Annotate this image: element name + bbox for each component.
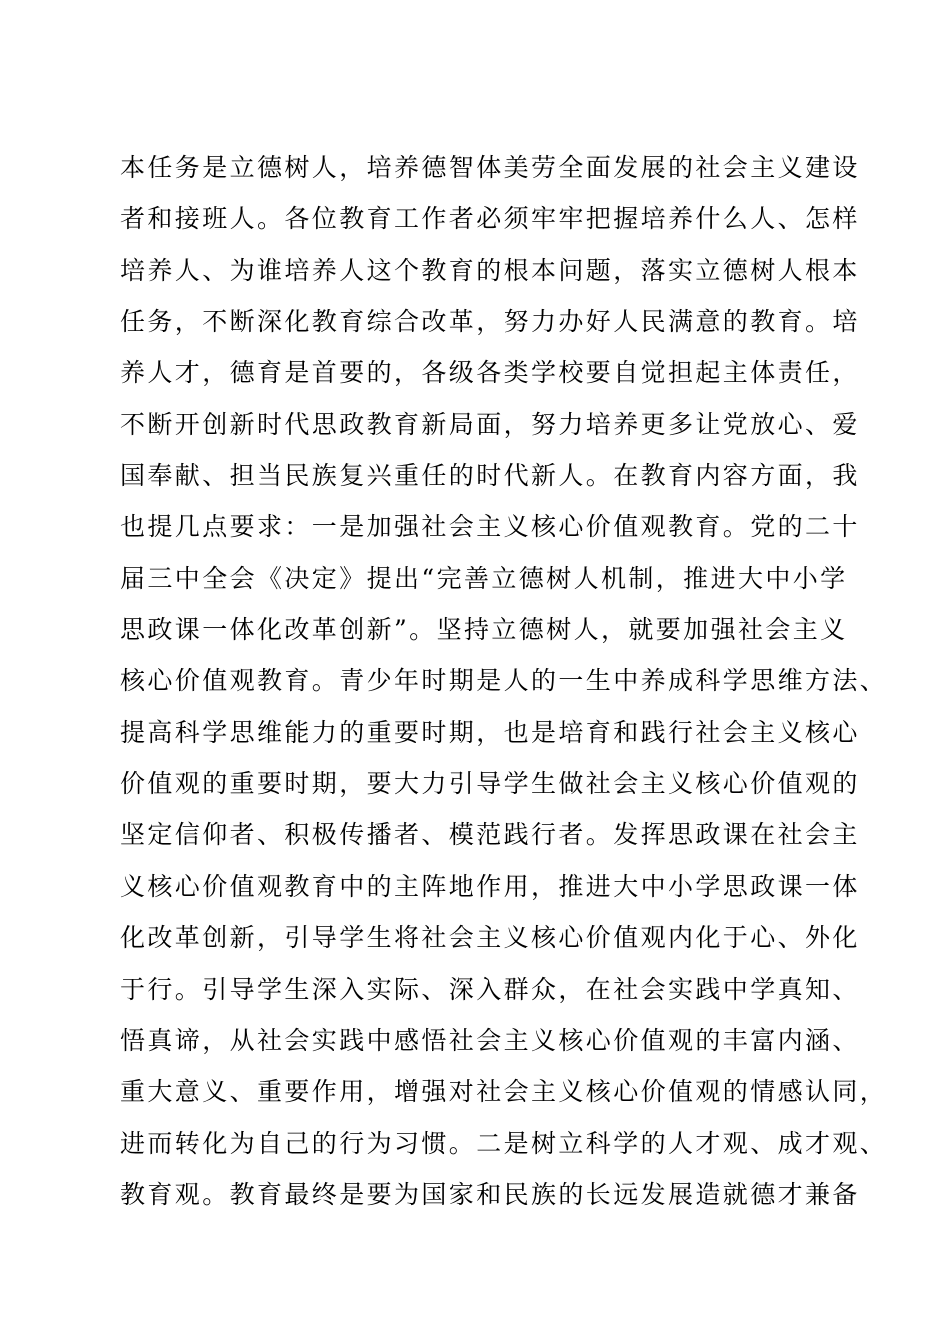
text-line: 义核心价值观教育中的主阵地作用，推进大中小学思政课一体 bbox=[120, 871, 860, 901]
text-line: 坚定信仰者、积极传播者、模范践行者。发挥思政课在社会主 bbox=[120, 820, 860, 850]
body-text bbox=[120, 142, 888, 1220]
text-line: 国奉献、担当民族复兴重任的时代新人。在教育内容方面，我 bbox=[120, 461, 860, 491]
text-line: 本任务是立德树人，培养德智体美劳全面发展的社会主义建设 bbox=[120, 153, 860, 182]
text-line: 培养人、为谁培养人这个教育的根本问题，落实立德树人根本 bbox=[120, 255, 860, 285]
text-line: 教育观。教育最终是要为国家和民族的长远发展造就德才兼备 bbox=[120, 1179, 860, 1209]
text-line: 养人才，德育是首要的，各级各类学校要自觉担起主体责任， bbox=[120, 358, 860, 388]
text-line: 任务，不断深化教育综合改革，努力办好人民满意的教育。培 bbox=[120, 307, 860, 337]
text-line: 思政课一体化改革创新”。坚持立德树人，就要加强社会主义 bbox=[120, 615, 848, 645]
text-line: 者和接班人。各位教育工作者必须牢牢把握培养什么人、怎样 bbox=[120, 204, 860, 234]
text-line: 进而转化为自己的行为习惯。二是树立科学的人才观、成才观、 bbox=[120, 1128, 888, 1158]
text-line: 不断开创新时代思政教育新局面，努力培养更多让党放心、爱 bbox=[120, 409, 860, 439]
text-line: 提高科学思维能力的重要时期，也是培育和践行社会主义核心 bbox=[120, 717, 860, 747]
text-line: 价值观的重要时期，要大力引导学生做社会主义核心价值观的 bbox=[120, 769, 860, 799]
text-line: 也提几点要求：一是加强社会主义核心价值观教育。党的二十 bbox=[120, 512, 860, 542]
text-line: 化改革创新，引导学生将社会主义核心价值观内化于心、外化 bbox=[120, 923, 860, 953]
text-line: 重大意义、重要作用，增强对社会主义核心价值观的情感认同， bbox=[120, 1077, 888, 1107]
text-line: 核心价值观教育。青少年时期是人的一生中养成科学思维方法、 bbox=[120, 666, 888, 696]
text-line: 届三中全会《决定》提出“完善立德树人机制，推进大中小学 bbox=[120, 563, 848, 593]
text-line: 于行。引导学生深入实际、深入群众，在社会实践中学真知、 bbox=[120, 974, 860, 1004]
text-line: 悟真谛，从社会实践中感悟社会主义核心价值观的丰富内涵、 bbox=[120, 1025, 860, 1055]
